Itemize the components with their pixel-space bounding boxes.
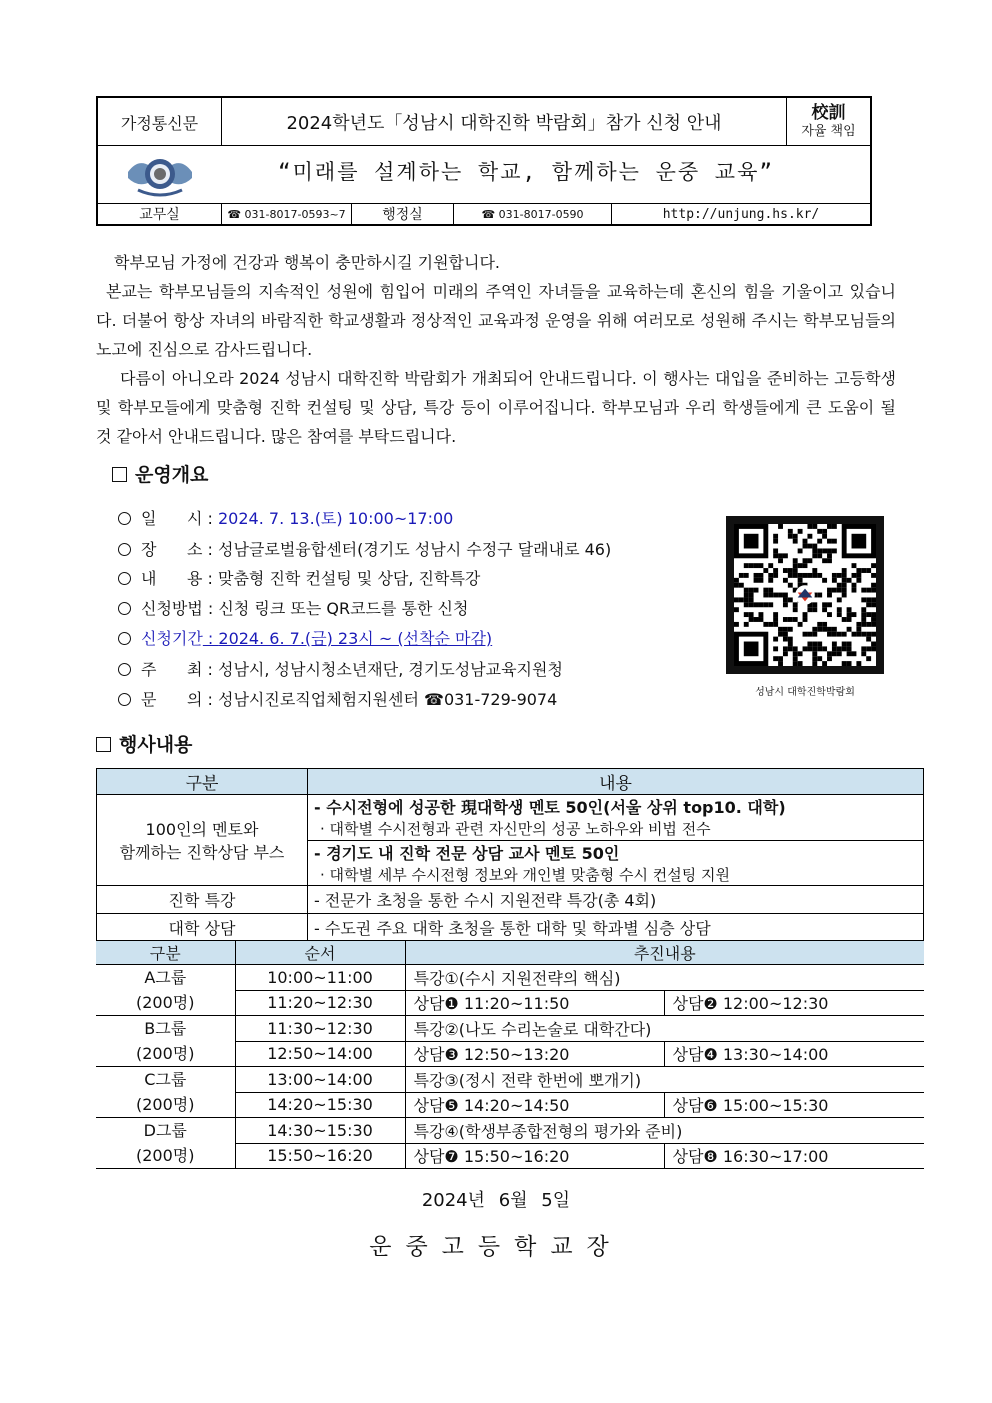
overview-row-method: 신청방법 : 신청 링크 또는 QR코드를 통한 신청 xyxy=(118,596,468,620)
row-value: 성남글로벌융합센터(경기도 성남시 수정구 달래내로 46) xyxy=(218,540,612,559)
program-heading-text: 행사내용 xyxy=(119,734,193,756)
group-size: (200명) xyxy=(136,1044,195,1063)
group-name: B그룹 xyxy=(144,1019,187,1038)
qr-code[interactable] xyxy=(726,516,884,674)
admin-label: 행정실 xyxy=(352,204,454,224)
t1-header-content: 내용 xyxy=(308,769,924,795)
lecture-time: 14:30~15:30 xyxy=(235,1118,405,1144)
schedule-row xyxy=(96,1118,924,1144)
overview-row-contact: 문 의 : 성남시진로직업체험지원센터 ☎031-729-9074 xyxy=(118,687,557,711)
consult-slot-2: 상담❻ 15:00~15:30 xyxy=(664,1092,924,1118)
booth-item: - 경기도 내 진학 전문 상담 교사 멘토 50인 xyxy=(308,840,924,864)
circle-bullet-icon xyxy=(118,663,131,676)
group-size: (200명) xyxy=(136,1095,195,1114)
row-value: 성남시진로직업체험지원센터 ☎031-729-9074 xyxy=(218,690,558,709)
consult-slot-1: 상담❶ 11:20~11:50 xyxy=(405,990,664,1016)
group-cell xyxy=(96,1118,235,1169)
t2-header-content: 추진내용 xyxy=(405,941,924,965)
row-label: 신청방법 xyxy=(141,599,203,618)
header-title-row xyxy=(98,98,870,146)
event-paragraph: 다름이 아니오라 2024 성남시 대학진학 박람회가 개최되어 안내드립니다. 이 행사는 대입을 준비하는 고등학생 및 학부모들에게 맞춤형 진학 컨설팅 및 상담, 특강 등이 이루어집니다. 학부모님과 우리 학생들에게 큰 도움이 될 것 같아서 안내드립니다. 많은 참여를 부탁드립니다. xyxy=(96,369,896,446)
newsletter-kind: 가정통신문 xyxy=(98,98,222,146)
consult-slot-1: 상담❸ 12:50~13:20 xyxy=(405,1041,664,1067)
booth-item-detail: · 대학별 수시전형과 관련 자신만의 성공 노하우와 비법 전수 xyxy=(308,818,924,840)
group-cell xyxy=(96,965,235,1016)
circle-bullet-icon xyxy=(118,572,131,585)
program-table xyxy=(96,768,924,942)
program-heading xyxy=(96,730,192,757)
univ-label: 대학 상담 xyxy=(97,914,308,942)
booth-item: - 수시전형에 성공한 現대학생 멘토 50인(서울 상위 top10. 대학) xyxy=(308,795,924,819)
t2-header-group: 구분 xyxy=(96,941,235,965)
t2-header-order: 순서 xyxy=(235,941,405,965)
intro-paragraph: 본교는 학부모님들의 지속적인 성원에 힘입어 미래의 주역인 자녀들을 교육하는데 혼신의 힘을 기울이고 있습니다. 더불어 항상 자녀의 바람직한 학교생활과 정상적인 교육과정 운영을 위해 여러모로 성원해 주시는 학부모님들의 노고에 진심으로 감사드립니다. xyxy=(96,282,896,359)
lecture-title: 특강④(학생부종합전형의 평가와 준비) xyxy=(405,1118,924,1144)
row-value: 맞춤형 진학 컨설팅 및 상담, 진학특강 xyxy=(218,569,481,588)
circle-bullet-icon xyxy=(118,512,131,525)
row-label: 내 용 xyxy=(141,569,203,588)
t1-header-category: 구분 xyxy=(97,769,308,795)
overview-row-period: 신청기간 : 2024. 6. 7.(금) 23시 ~ (선착순 마감) xyxy=(118,626,492,650)
group-name: C그룹 xyxy=(144,1070,187,1089)
group-cell xyxy=(96,1016,235,1067)
office-label: 교무실 xyxy=(98,204,222,224)
lecture-time: 10:00~11:00 xyxy=(235,965,405,991)
school-slogan: “미래를 설계하는 학교, 함께하는 운중 교육” xyxy=(278,160,775,184)
consult-time: 11:20~12:30 xyxy=(235,990,405,1016)
group-cell xyxy=(96,1067,235,1118)
circle-bullet-icon xyxy=(118,693,131,706)
row-value: 2024. 7. 13.(토) 10:00~17:00 xyxy=(218,509,454,528)
overview-row-place: 장 소 : 성남글로벌융합센터(경기도 성남시 수정구 달래내로 46) xyxy=(118,537,611,561)
circle-bullet-icon xyxy=(118,543,131,556)
schedule-table xyxy=(96,940,924,1169)
document-title: 2024학년도「성남시 대학진학 박람회」참가 신청 안내 xyxy=(286,113,722,134)
group-size: (200명) xyxy=(136,1146,195,1165)
school-motto xyxy=(786,98,870,146)
consult-slot-2: 상담❷ 12:00~12:30 xyxy=(664,990,924,1016)
row-label: 일 시 xyxy=(141,509,203,528)
admin-phone: ☎ 031-8017-0590 xyxy=(454,204,612,224)
circle-bullet-icon xyxy=(118,632,131,645)
overview-row-content: 내 용 : 맞춤형 진학 컨설팅 및 상담, 진학특강 xyxy=(118,566,480,590)
lecture-title: 특강②(나도 수리논술로 대학간다) xyxy=(405,1016,924,1042)
qr-code-icon xyxy=(734,524,876,666)
consult-slot-1: 상담❺ 14:20~14:50 xyxy=(405,1092,664,1118)
checkbox-square-icon xyxy=(96,737,111,752)
row-label: 주 최 xyxy=(141,660,203,679)
group-name: A그룹 xyxy=(144,968,187,987)
principal-signature: 운중고등학교장 xyxy=(369,1234,623,1260)
office-phone: ☎ 031-8017-0593~7 xyxy=(222,204,352,224)
row-value: 성남시, 성남시청소년재단, 경기도성남교육지원청 xyxy=(218,660,563,679)
qr-caption: 성남시 대학진학박람회 xyxy=(755,687,855,698)
schedule-row xyxy=(96,965,924,991)
row-value: 2024. 6. 7.(금) 23시 ~ (선착순 마감) xyxy=(218,629,493,648)
overview-row-host: 주 최 : 성남시, 성남시청소년재단, 경기도성남교육지원청 xyxy=(118,657,563,681)
lecture-title: 특강③(정시 전략 한번에 뽀개기) xyxy=(405,1067,924,1093)
row-value: 신청 링크 또는 QR코드를 통한 신청 xyxy=(218,599,469,618)
booth-label xyxy=(97,795,308,886)
booth-item-detail: · 대학별 세부 수시전형 정보와 개인별 맞춤형 수시 컨설팅 지원 xyxy=(308,864,924,886)
lecture-label: 진학 특강 xyxy=(97,886,308,914)
circle-bullet-icon xyxy=(118,602,131,615)
lecture-time: 13:00~14:00 xyxy=(235,1067,405,1093)
consult-slot-1: 상담❼ 15:50~16:20 xyxy=(405,1143,664,1169)
school-url[interactable]: http://unjung.hs.kr/ xyxy=(662,206,820,222)
lecture-time: 11:30~12:30 xyxy=(235,1016,405,1042)
newsletter-header xyxy=(96,96,872,226)
school-emblem-icon xyxy=(124,152,196,198)
greeting-paragraph: 학부모님 가정에 건강과 행복이 충만하시길 기원합니다. xyxy=(114,253,501,272)
motto-text: 자율 책임 xyxy=(801,124,856,139)
overview-heading-text: 운영개요 xyxy=(135,464,209,486)
document-date: 2024년 6월 5일 xyxy=(421,1190,571,1211)
overview-heading xyxy=(112,460,208,487)
consult-time: 12:50~14:00 xyxy=(235,1041,405,1067)
group-name: D그룹 xyxy=(143,1121,187,1140)
booth-label-line2: 함께하는 진학상담 부스 xyxy=(119,843,285,862)
overview-row-date: 일 시 : 2024. 7. 13.(토) 10:00~17:00 xyxy=(118,506,453,530)
row-label: 장 소 xyxy=(141,540,203,559)
row-label: 문 의 xyxy=(141,690,203,709)
booth-label-line1: 100인의 멘토와 xyxy=(145,820,259,839)
consult-slot-2: 상담❽ 16:30~17:00 xyxy=(664,1143,924,1169)
header-contact-row xyxy=(98,204,870,224)
group-size: (200명) xyxy=(136,993,195,1012)
checkbox-square-icon xyxy=(112,467,127,482)
schedule-row xyxy=(96,1067,924,1093)
row-label: 신청기간 xyxy=(141,629,203,648)
header-slogan-row xyxy=(98,146,870,204)
consult-time: 15:50~16:20 xyxy=(235,1143,405,1169)
motto-title: 校訓 xyxy=(811,103,846,123)
lecture-title: 특강①(수시 지원전략의 핵심) xyxy=(405,965,924,991)
schedule-row xyxy=(96,1016,924,1042)
univ-value: - 수도권 주요 대학 초청을 통한 대학 및 학과별 심층 상담 xyxy=(308,914,924,942)
consult-slot-2: 상담❹ 13:30~14:00 xyxy=(664,1041,924,1067)
consult-time: 14:20~15:30 xyxy=(235,1092,405,1118)
lecture-value: - 전문가 초청을 통한 수시 지원전략 특강(총 4회) xyxy=(308,886,924,914)
